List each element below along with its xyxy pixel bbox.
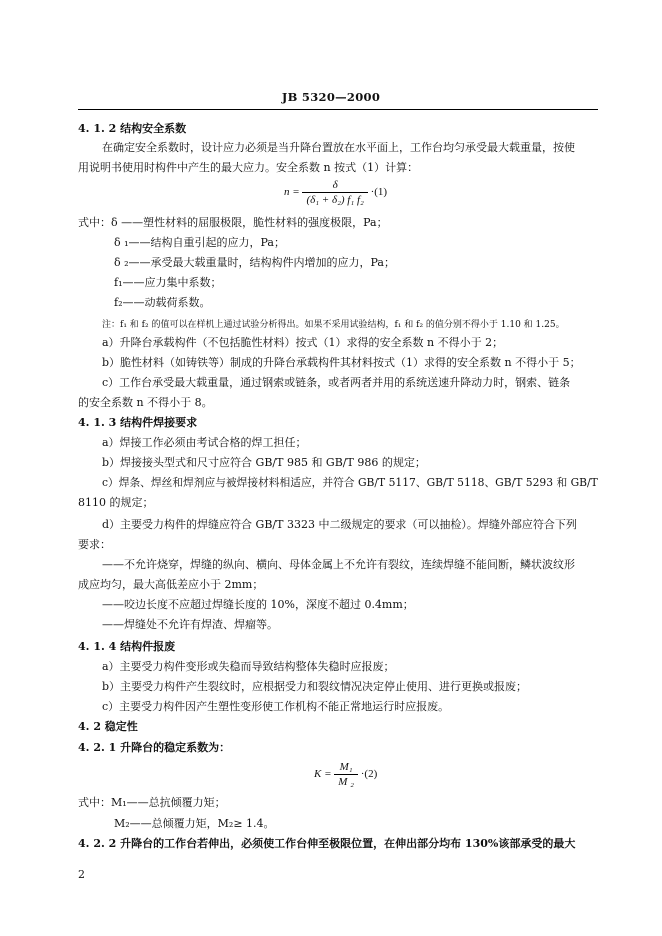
list-item-a: a）升降台承载构件（不包括脆性材料）按式（1）求得的安全系数 n 不得小于 2； xyxy=(102,336,504,349)
list-item-c: c）工作台承受最大载重量，通过钢索或链条，或者两者并用的系统送速升降动力时，钢索、链条 xyxy=(102,376,571,389)
heading-4-2-1: 4. 2. 1 升降台的稳定系数为： xyxy=(78,741,231,754)
page-number: 2 xyxy=(78,868,85,881)
definition-d2: δ ₂——承受最大载重量时，结构构件内增加的应力，Pa； xyxy=(114,256,395,269)
dash-item-2: ——咬边长度不应超过焊缝长度的 10%，深度不超过 0.4mm； xyxy=(102,598,414,611)
list-item-b: b）主要受力构件产生裂纹时，应根据受力和裂纹情况决定停止使用、进行更换或报废； xyxy=(102,680,528,693)
formula-denominator: M ₂ xyxy=(338,776,355,788)
where-m1: 式中：M₁——总抗倾覆力矩； xyxy=(78,796,226,809)
list-item-a: a）焊接工作必须由考试合格的焊工担任； xyxy=(102,436,307,449)
standard-header: JB 5320—2000 xyxy=(281,90,381,104)
formula-fraction xyxy=(334,760,358,789)
para-line: 用说明书使用时构件中产生的最大应力。安全系数 n 按式（1）计算： xyxy=(78,161,419,174)
list-item-c-cont: 的安全系数 n 不得小于 8。 xyxy=(78,396,213,409)
list-item-c-cont: 8110 的规定； xyxy=(78,496,154,509)
list-item-d-cont: 要求： xyxy=(78,538,111,551)
definition-d1: δ ₁——结构自重引起的应力，Pa； xyxy=(114,236,285,249)
heading-4-2-2: 4. 2. 2 升降台的工作台若伸出，必须使工作台伸至极限位置，在伸出部分均布 130%该部承受的最大 xyxy=(78,837,576,850)
heading-4-1-3: 4. 1. 3 结构件焊接要求 xyxy=(78,416,198,429)
heading-4-1-4: 4. 1. 4 结构件报废 xyxy=(78,640,176,653)
where-line: 式中：δ ——塑性材料的屈服极限，脆性材料的强度极限，Pa； xyxy=(78,216,388,229)
list-item-b: b）焊接接头型式和尺寸应符合 GB/T 985 和 GB/T 986 的规定； xyxy=(102,456,426,469)
formula-lhs: K = xyxy=(314,768,332,781)
para-line: 在确定安全系数时，设计应力必须是当升降台置放在水平面上，工作台均匀承受最大载重量，按使 xyxy=(102,141,575,154)
formula-1 xyxy=(284,178,387,207)
list-item-a: a）主要受力构件变形或失稳而导致结构整体失稳时应报废； xyxy=(102,660,395,673)
list-item-b: b）脆性材料（如铸铁等）制成的升降台承载构件其材料按式（1）求得的安全系数 n 不得小于 5； xyxy=(102,356,581,369)
heading-4-2: 4. 2 稳定性 xyxy=(78,720,138,733)
note: 注：f₁ 和 f₂ 的值可以在样机上通过试验分析得出。如果不采用试验结构，f₁ 和 f₂ 的值分别不得小于 1.10 和 1.25。 xyxy=(102,320,565,330)
list-item-c: c）焊条、焊丝和焊剂应与被焊接材料相适应，并符合 GB/T 5117、GB/T 5118、GB/T 5293 和 GB/T xyxy=(102,476,598,489)
list-item-c: c）主要受力构件因产生塑性变形使工作机构不能正常地运行时应报废。 xyxy=(102,700,450,713)
formula-tag: ·(1) xyxy=(370,186,388,199)
dash-item-1: ——不允许烧穿，焊缝的纵向、横向、母体金属上不允许有裂纹，连续焊缝不能间断，鳞状波纹形 xyxy=(102,558,575,571)
formula-numerator: M₁ xyxy=(334,760,358,775)
dash-item-3: ——焊缝处不允许有焊渣、焊瘤等。 xyxy=(102,618,278,631)
dash-item-1-cont: 成应均匀，最大高低差应小于 2mm； xyxy=(78,578,264,591)
where-m2: M₂——总倾覆力矩，M₂≥ 1.4。 xyxy=(114,817,275,830)
formula-numerator: δ xyxy=(302,178,367,193)
formula-2 xyxy=(314,760,377,789)
definition-f2: f₂——动载荷系数。 xyxy=(114,296,211,309)
list-item-d: d）主要受力构件的焊缝应符合 GB/T 3323 中二级规定的要求（可以抽检）。焊缝外部应符合下列 xyxy=(102,518,577,531)
formula-tag: ·(2) xyxy=(360,768,378,781)
header-rule xyxy=(78,109,598,110)
heading-4-1-2: 4. 1. 2 结构安全系数 xyxy=(78,122,187,135)
formula-denominator: (δ₁ + δ₂) f₁ f₂ xyxy=(306,194,364,206)
definition-f1: f₁——应力集中系数； xyxy=(114,276,222,289)
formula-fraction xyxy=(302,178,367,207)
formula-lhs: n = xyxy=(284,186,300,199)
